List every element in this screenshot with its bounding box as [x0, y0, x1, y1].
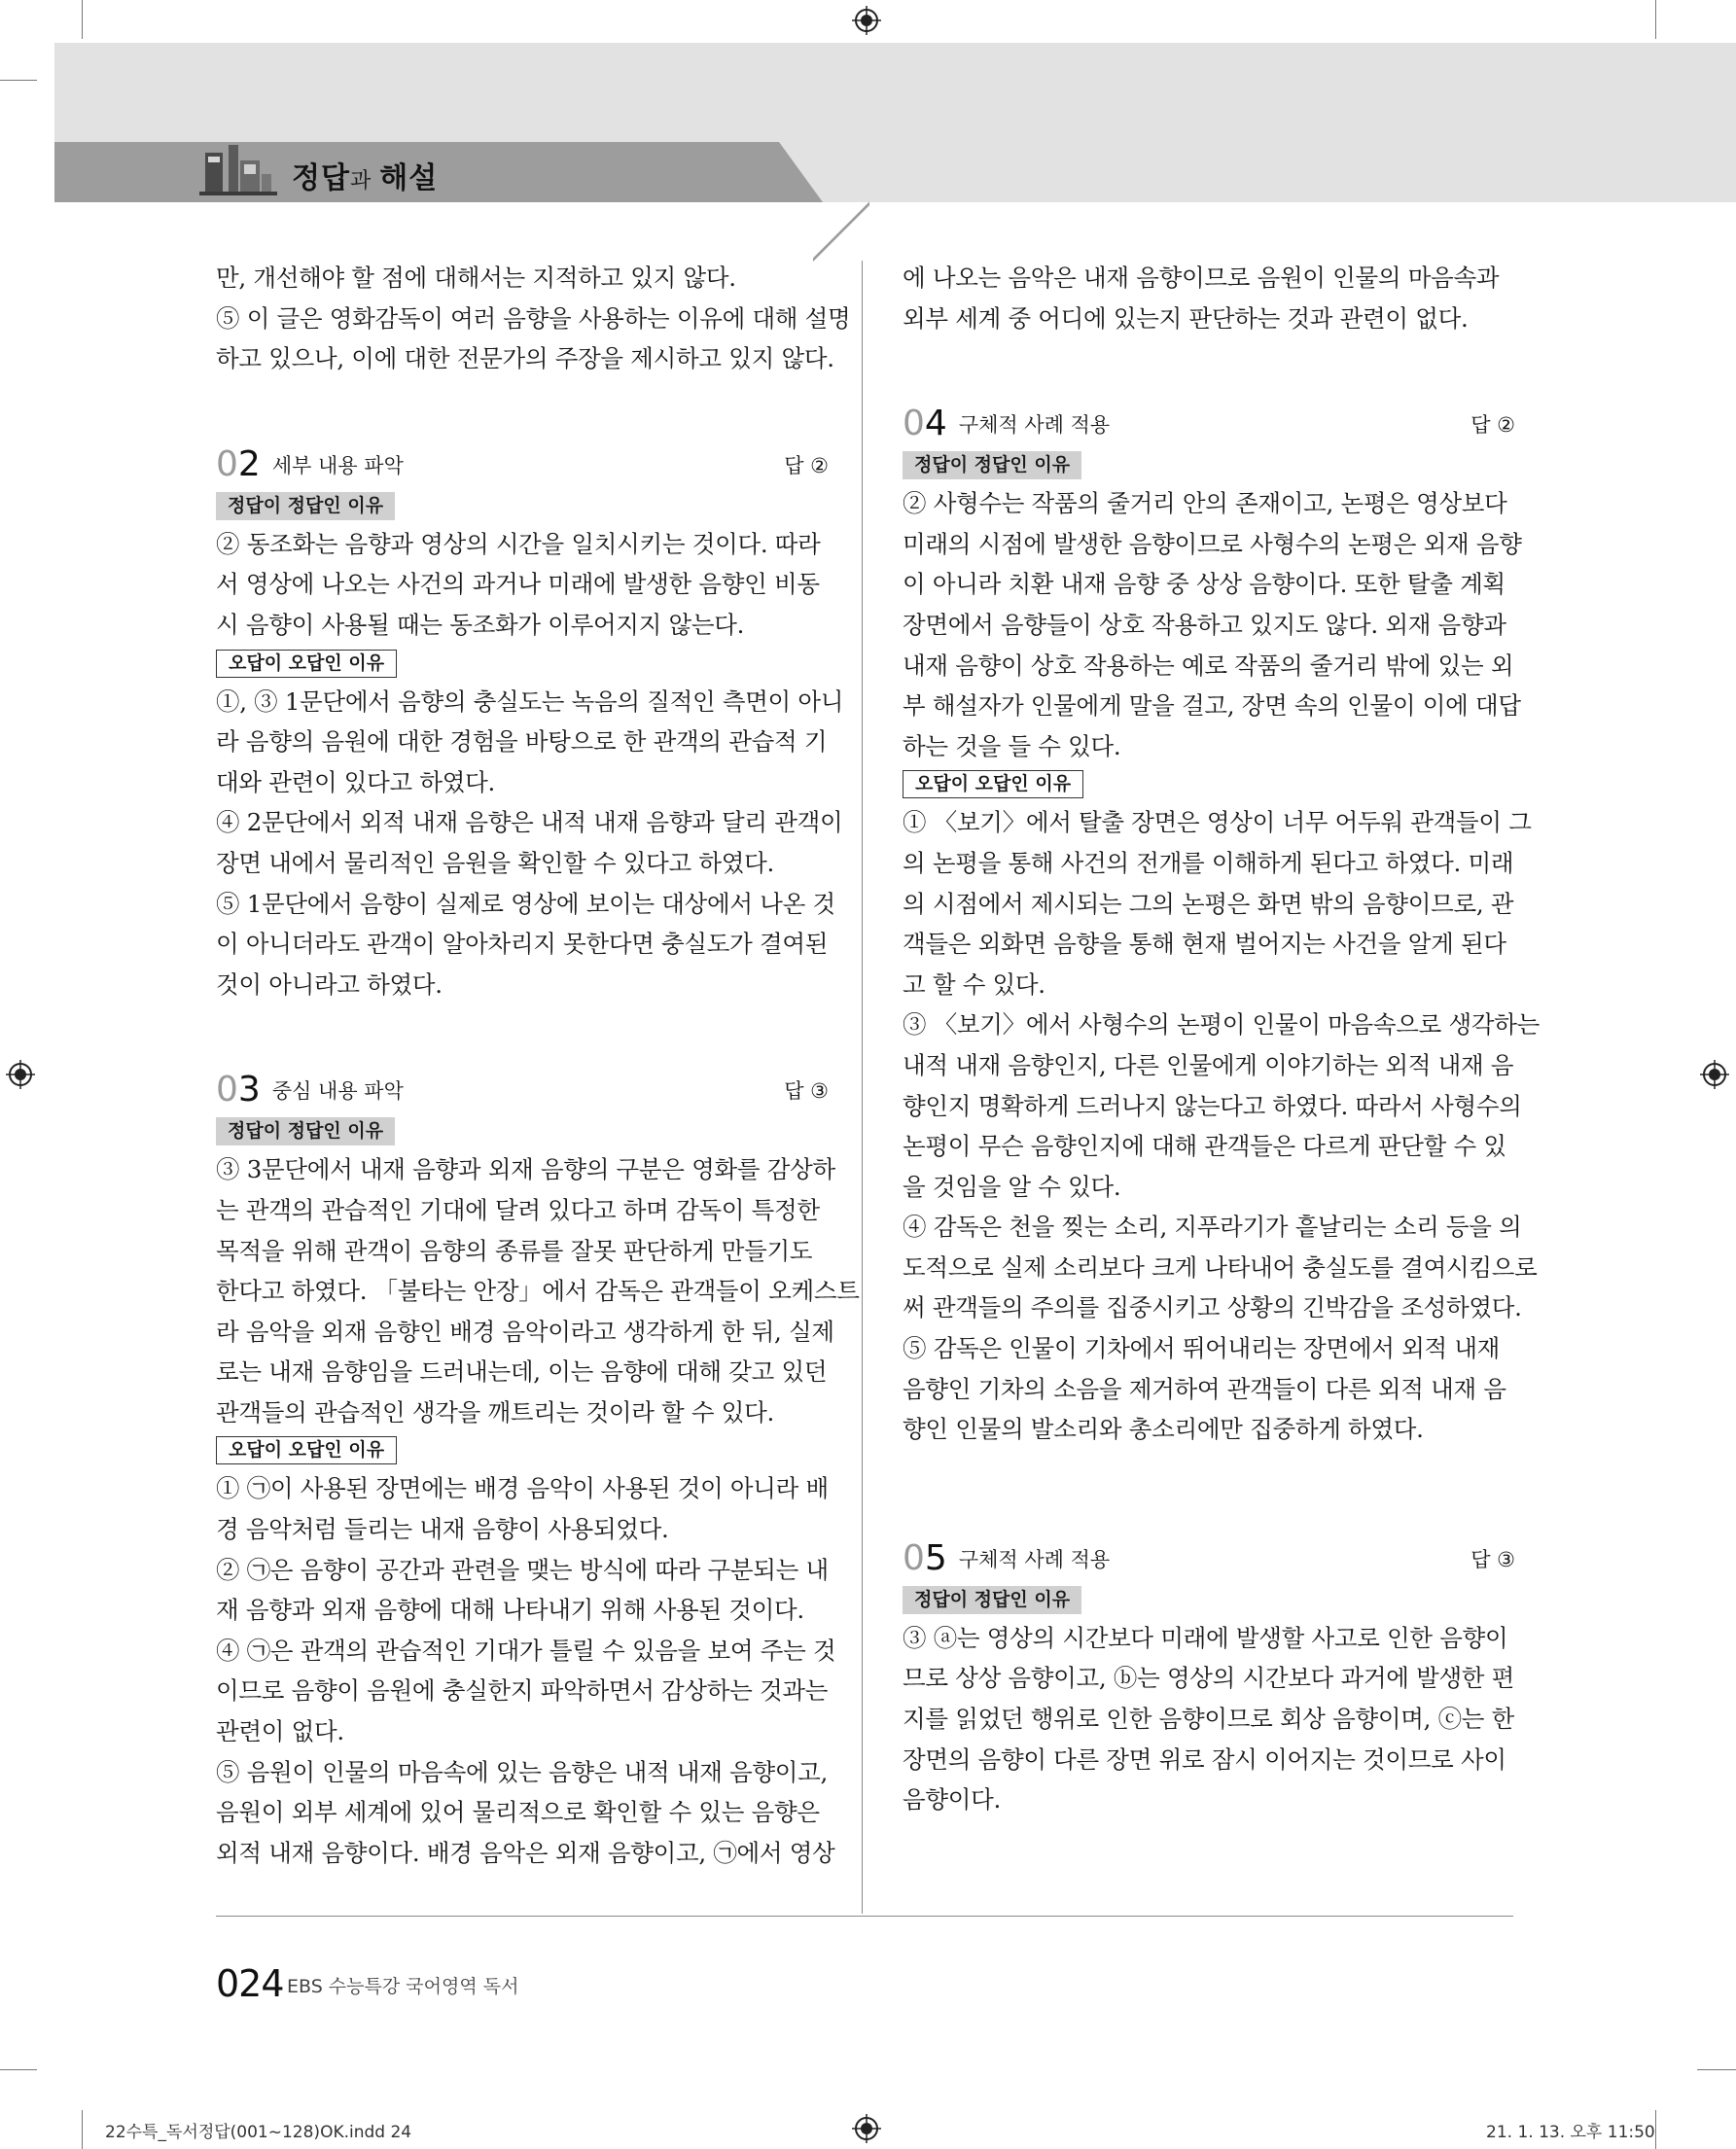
text-line: 한다고 하였다. 「불타는 안장」에서 감독은 관객들이 오케스트 — [216, 1277, 860, 1306]
text-line: 음향이다. — [903, 1785, 1001, 1814]
crop-mark — [0, 2069, 37, 2070]
text-line: ① 〈보기〉에서 탈출 장면은 영상이 너무 어두워 관객들이 그 — [903, 808, 1532, 837]
text-line: 에 나오는 음악은 내재 음향이므로 음원이 인물의 마음속과 — [903, 264, 1500, 292]
text-line: 재 음향과 외재 음향에 대해 나타내기 위해 사용된 것이다. — [216, 1596, 804, 1625]
text-line: 의 시점에서 제시되는 그의 논평은 화면 밖의 음향이므로, 관 — [903, 889, 1514, 918]
text-line: 라 음향의 음원에 대한 경험을 바탕으로 한 관객의 관습적 기 — [216, 727, 828, 757]
registration-mark-bottom — [852, 2114, 881, 2143]
right-column — [903, 258, 1540, 1820]
registration-mark-top — [852, 6, 881, 35]
text-line: 목적을 위해 관객이 음향의 종류를 잘못 판단하게 만들기도 — [216, 1236, 813, 1265]
right-intro — [903, 258, 1515, 338]
correct-reason-tag: 정답이 정답인 이유 — [903, 451, 1081, 479]
print-slug-date: 21. 1. 13. 오후 11:50 — [1486, 2123, 1655, 2142]
question-header — [216, 440, 829, 484]
text-line: 을 것임을 알 수 있다. — [903, 1172, 1121, 1201]
left-intro — [216, 258, 851, 379]
text-line: 외적 내재 음향이다. 배경 음악은 외재 음향이고, ㉠에서 영상 — [216, 1838, 835, 1867]
text-line: 장면에서 음향들이 상호 작용하고 있지도 않다. 외재 음향과 — [903, 610, 1506, 639]
wrong-reason-tag: 오답이 오답인 이유 — [903, 770, 1083, 798]
answer-label: 답 ② — [784, 453, 829, 477]
page-header-title: 정답과 해설 — [292, 161, 439, 195]
text-line: 내적 내재 음향인지, 다른 인물에게 이야기하는 외적 내재 음 — [903, 1050, 1514, 1079]
text-line: 미래의 시점에 발생한 음향이므로 사형수의 논평은 외재 음향 — [903, 529, 1522, 558]
question-type: 구체적 사례 적용 — [958, 413, 1111, 438]
text-line: 하고 있으나, 이에 대한 전문가의 주장을 제시하고 있지 않다. — [216, 344, 834, 373]
text-line: 것이 아니라고 하였다. — [216, 969, 443, 999]
text-line: 는 관객의 관습적인 기대에 달려 있다고 하며 감독이 특정한 — [216, 1195, 820, 1224]
text-line: 로는 내재 음향임을 드러내는데, 이는 음향에 대해 갖고 있던 — [216, 1357, 828, 1387]
text-line: 논평이 무슨 음향인지에 대해 관객들은 다르게 판단할 수 있 — [903, 1132, 1506, 1161]
text-line: 서 영상에 나오는 사건의 과거나 미래에 발생한 음향인 비동 — [216, 570, 820, 599]
crop-mark — [82, 2110, 83, 2149]
header-fold-line — [813, 199, 869, 262]
text-line: ⑤ 이 글은 영화감독이 여러 음향을 사용하는 이유에 대해 설명 — [216, 303, 851, 333]
question-number: 04 — [903, 404, 947, 444]
crop-mark — [1655, 2110, 1656, 2149]
text-line: 이 아니더라도 관객이 알아차리지 못한다면 충실도가 결여된 — [216, 930, 829, 959]
registration-mark-left — [6, 1060, 35, 1089]
text-line: 시 음향이 사용될 때는 동조화가 이루어지지 않는다. — [216, 610, 745, 639]
text-line: ④ ㉠은 관객의 관습적인 기대가 틀릴 수 있음을 보여 주는 것 — [216, 1636, 836, 1665]
text-line: 향인 인물의 발소리와 총소리에만 집중하게 하였다. — [903, 1415, 1424, 1444]
text-line: 음향인 기차의 소음을 제거하여 관객들이 다른 외적 내재 음 — [903, 1374, 1506, 1403]
text-line: 음원이 외부 세계에 있어 물리적으로 확인할 수 있는 음향은 — [216, 1798, 820, 1827]
registration-mark-right — [1700, 1060, 1729, 1089]
column-divider — [862, 261, 863, 1914]
question-number: 02 — [216, 443, 261, 484]
answer-label: 답 ③ — [1470, 1547, 1515, 1571]
question-header — [903, 1533, 1515, 1578]
text-line: 만, 개선해야 할 점에 대해서는 지적하고 있지 않다. — [216, 264, 736, 292]
text-line: 므로 상상 음향이고, ⓑ는 영상의 시간보다 과거에 발생한 편 — [903, 1664, 1515, 1693]
text-line: 도적으로 실제 소리보다 크게 나타내어 충실도를 결여시킴으로 — [903, 1252, 1538, 1282]
question-type: 세부 내용 파악 — [271, 453, 404, 477]
text-line: 지를 읽었던 행위로 인한 음향이므로 회상 음향이며, ⓒ는 한 — [903, 1705, 1515, 1734]
question-05 — [903, 1533, 1515, 1820]
question-type: 구체적 사례 적용 — [958, 1547, 1111, 1571]
text-line: 써 관객들의 주의를 집중시키고 상황의 긴박감을 조성하였다. — [903, 1293, 1522, 1322]
print-slug-file: 22수특_독서정답(001~128)OK.indd 24 — [105, 2123, 412, 2142]
desk-lamp-icon — [199, 139, 277, 199]
text-line: ①, ③ 1문단에서 음향의 충실도는 녹음의 질적인 측면이 아니 — [216, 687, 844, 716]
header-title-bar — [54, 142, 823, 202]
text-line: ⑤ 음원이 인물의 마음속에 있는 음향은 내적 내재 음향이고, — [216, 1757, 829, 1786]
wrong-reason-tag: 오답이 오답인 이유 — [216, 650, 397, 678]
text-line: ⑤ 1문단에서 음향이 실제로 영상에 보이는 대상에서 나온 것 — [216, 889, 835, 918]
text-line: 경 음악처럼 들리는 내재 음향이 사용되었다. — [216, 1515, 669, 1544]
text-line: ④ 2문단에서 외적 내재 음향은 내적 내재 음향과 달리 관객이 — [216, 808, 843, 837]
text-line: 향인지 명확하게 드러나지 않는다고 하였다. 따라서 사형수의 — [903, 1091, 1522, 1120]
text-line: 이므로 음향이 음원에 충실한지 파악하면서 감상하는 것과는 — [216, 1676, 829, 1706]
book-title: EBS 수능특강 국어영역 독서 — [287, 1976, 519, 1997]
question-03 — [216, 1065, 860, 1873]
answer-label: 답 ② — [1470, 413, 1515, 438]
text-line: 관객들의 관습적인 생각을 깨트리는 것이라 할 수 있다. — [216, 1397, 774, 1427]
text-line: ⑤ 감독은 인물이 기차에서 뛰어내리는 장면에서 외적 내재 — [903, 1334, 1501, 1363]
text-line: ③ ⓐ는 영상의 시간보다 미래에 발생할 사고로 인한 음향이 — [903, 1623, 1508, 1652]
text-line: ③ 3문단에서 내재 음향과 외재 음향의 구분은 영화를 감상하 — [216, 1155, 835, 1184]
answer-label: 답 ③ — [784, 1079, 829, 1104]
text-line: 라 음악을 외재 음향인 배경 음악이라고 생각하게 한 뒤, 실제 — [216, 1317, 834, 1346]
correct-reason-tag: 정답이 정답인 이유 — [216, 1117, 395, 1145]
page-number: 024 — [216, 1962, 284, 2005]
question-04 — [903, 399, 1540, 1450]
text-line: 장면의 음향이 다른 장면 위로 잠시 이어지는 것이므로 사이 — [903, 1744, 1506, 1774]
text-line: 고 할 수 있다. — [903, 969, 1045, 999]
text-line: ③ 〈보기〉에서 사형수의 논평이 인물이 마음속으로 생각하는 — [903, 1010, 1540, 1039]
text-line: ② ㉠은 음향이 공간과 관련을 맺는 방식에 따라 구분되는 내 — [216, 1555, 829, 1584]
wrong-reason-tag: 오답이 오답인 이유 — [216, 1436, 397, 1464]
text-line: 장면 내에서 물리적인 음원을 확인할 수 있다고 하였다. — [216, 848, 774, 877]
crop-mark — [1697, 2069, 1736, 2070]
text-line: 의 논평을 통해 사건의 전개를 이해하게 된다고 하였다. 미래 — [903, 848, 1514, 877]
text-line: ④ 감독은 천을 찢는 소리, 지푸라기가 흩날리는 소리 등을 의 — [903, 1213, 1522, 1242]
question-type: 중심 내용 파악 — [271, 1079, 404, 1104]
text-line: 하는 것을 들 수 있다. — [903, 731, 1121, 760]
text-line: ① ㉠이 사용된 장면에는 배경 음악이 사용된 것이 아니라 배 — [216, 1474, 829, 1503]
question-header — [903, 399, 1515, 443]
footer-rule — [216, 1916, 1513, 1917]
crop-mark — [82, 0, 83, 39]
question-number: 03 — [216, 1070, 261, 1110]
text-line: ② 동조화는 음향과 영상의 시간을 일치시키는 것이다. 따라 — [216, 529, 821, 558]
question-header — [216, 1065, 829, 1110]
correct-reason-tag: 정답이 정답인 이유 — [216, 492, 395, 520]
text-line: 외부 세계 중 어디에 있는지 판단하는 것과 관련이 없다. — [903, 303, 1469, 333]
text-line: 내재 음향이 상호 작용하는 예로 작품의 줄거리 밖에 있는 외 — [903, 651, 1514, 680]
question-number: 05 — [903, 1537, 947, 1578]
text-line: ② 사형수는 작품의 줄거리 안의 존재이고, 논평은 영상보다 — [903, 489, 1507, 518]
left-column — [216, 258, 860, 1873]
text-line: 부 해설자가 인물에게 말을 걸고, 장면 속의 인물이 이에 대답 — [903, 691, 1521, 721]
correct-reason-tag: 정답이 정답인 이유 — [903, 1586, 1081, 1614]
question-02 — [216, 440, 844, 1005]
text-line: 이 아니라 치환 내재 음향 중 상상 음향이다. 또한 탈출 계획 — [903, 570, 1506, 599]
text-line: 관련이 없다. — [216, 1717, 344, 1746]
crop-mark — [0, 80, 37, 81]
text-line: 대와 관련이 있다고 하였다. — [216, 767, 495, 796]
text-line: 객들은 외화면 음향을 통해 현재 벌어지는 사건을 알게 된다 — [903, 930, 1506, 959]
crop-mark — [1655, 0, 1656, 39]
